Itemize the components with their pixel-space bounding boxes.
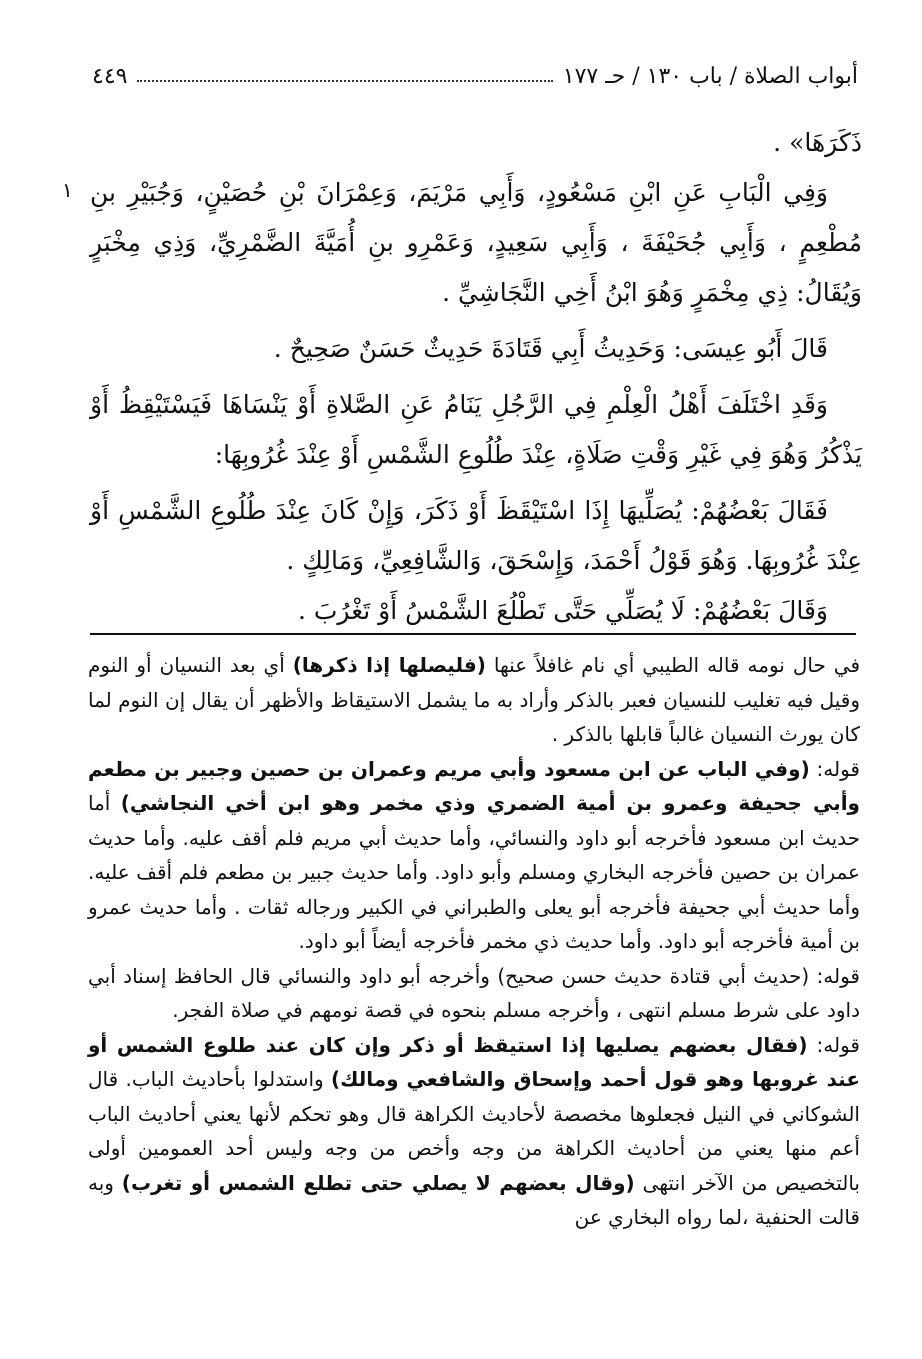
main-paragraph: ذَكَرَهَا» . — [773, 128, 862, 157]
commentary-text: أما حديث ابن مسعود فأخرجه أبو داود والنسائي، وأما حديث أبي مريم فلم أقف عليه. وأما حديث عمران بن حصين فأخرجه البخاري ومسلم وأبو داود. وأما حديث جبير بن مطعم فلم أقف عليه. وأما حديث أبي جحيفة فأخرجه أبو يعلى والطبراني في الكبير ورجاله ثقات . وأما حديث عمرو بن أمية فأخرجه أبو داود. وأما حديث ذي مخمر فأخرجه أيضاً أبو داود. — [88, 791, 860, 953]
main-paragraph: وَفِي الْبَابِ عَنِ ابْنِ مَسْعُودٍ، وَأَبِي مَرْيَمَ، وَعِمْرَانَ بْنِ حُصَيْنٍ، وَجُبَيْرِ بنِ مُطْعِمٍ ، وَأَبِي جُحَيْفَةَ ، وَأَبِي سَعِيدٍ، وَعَمْرِو بنِ أُمَيَّةَ الضَّمْرِيِّ، وَذِي مِخْبَرٍ وَيُقَالُ: ذِي مِخْمَرٍ وَهُوَ ابْنُ أَخِي النَّجَاشِيِّ . — [90, 178, 862, 307]
margin-note-mark: ١ — [62, 178, 73, 202]
header-dot-leader — [137, 79, 552, 82]
commentary-text: وأخرجه أبو داود والنسائي قال الحافظ إسناد أبي داود على شرط مسلم انتهى ، وأخرجه مسلم بنحوه في قصة نومهم في صلاة الفجر. — [88, 963, 860, 1022]
commentary-quote: (حديث أبي قتادة حديث حسن صحيح) — [497, 963, 810, 988]
main-paragraph: وَقَالَ بَعْضُهُمْ: لَا يُصَلِّي حَتَّى تَطْلُعَ الشَّمْسُ أَوْ تَغْرُبَ . — [297, 596, 828, 625]
commentary-paragraph — [88, 752, 860, 959]
commentary-paragraph — [88, 1028, 860, 1235]
commentary-quote: (فقال بعضهم يصليها إذا استيقظ أو ذكر وإن كان عند طلوع الشمس أو عند غروبها وهو قول أحمد وإسحاق والشافعي ومالك) — [88, 1032, 860, 1091]
commentary-paragraph — [88, 648, 860, 752]
main-paragraph: فَقَالَ بَعْضُهُمْ: يُصَلِّيهَا إِذَا اسْتَيْقَظَ أَوْ ذَكَرَ، وَإِنْ كَانَ عِنْدَ طُلُوعِ الشَّمْسِ أَوْ عِنْدَ غُرُوبِهَا. وَهُوَ قَوْلُ أَحْمَدَ، وَإِسْحَقَ، وَالشَّافِعِيِّ، وَمَالِكٍ . — [90, 496, 862, 575]
commentary-paragraph — [88, 959, 860, 1028]
commentary-text: واستدلوا بأحاديث الباب. قال الشوكاني في النيل فجعلوها مخصصة لأحاديث الكراهة قال وهو تحكم لأنها يعني أحاديث الباب أعم منها يعني من أحاديث الكراهة من وجه وأخص من وجه وليس أحد العمومين أولى بالتخصيص من الآخر انتهى — [88, 1067, 860, 1195]
commentary-lead: قوله: — [809, 963, 860, 988]
commentary-lead: قوله: — [807, 1032, 860, 1057]
commentary-lead: قوله: — [809, 756, 860, 781]
commentary-quote: (وقال بعضهم لا يصلي حتى تطلع الشمس أو تغرب) — [121, 1170, 635, 1195]
page-header — [92, 58, 858, 94]
commentary-quote: (وفي الباب عن ابن مسعود وأبي مريم وعمران بن حصين وجبير بن مطعم وأبي جحيفة وعمرو بن أمية الضمري وذي مخمر وهو ابن أخي النجاشي) — [88, 756, 860, 815]
commentary-text: وبه قالت الحنفية ،لما رواه البخاري عن — [88, 1170, 860, 1229]
page-number: ٤٤٩ — [92, 63, 128, 89]
main-paragraph: وَقَدِ اخْتَلَفَ أَهْلُ الْعِلْمِ فِي الرَّجُلِ يَنَامُ عَنِ الصَّلاةِ أَوْ يَنْسَاهَا فَيَسْتَيْقِظُ أَوْ يَذْكُرُ وَهُوَ فِي غَيْرِ وَقْتِ صَلَاةٍ، عِنْدَ طُلُوعِ الشَّمْسِ أَوْ عِنْدَ غُرُوبِهَا: — [90, 390, 862, 469]
main-paragraph: قَالَ أَبُو عِيسَى: وَحَدِيثُ أَبِي قَتَادَةَ حَدِيثٌ حَسَنٌ صَحِيحٌ . — [273, 334, 828, 363]
commentary-text: أي بعد النسيان أو النوم وقيل فيه تغليب للنسيان فعبر بالذكر وأراد به ما يشمل الاستيقاظ والأظهر أن يقال إن النوم لما كان يورث النسيان غالباً قابلها بالذكر . — [88, 653, 860, 746]
hadith-main-text — [90, 118, 862, 636]
footnote-separator — [90, 633, 856, 635]
commentary-quote: (فليصلها إذا ذكرها) — [292, 653, 486, 677]
commentary-text: في حال نومه قاله الطيبي أي نام غافلاً عنها — [485, 653, 861, 677]
commentary-section — [88, 648, 860, 1235]
running-title: أبواب الصلاة / باب ١٣٠ / حـ ١٧٧ — [562, 63, 858, 89]
